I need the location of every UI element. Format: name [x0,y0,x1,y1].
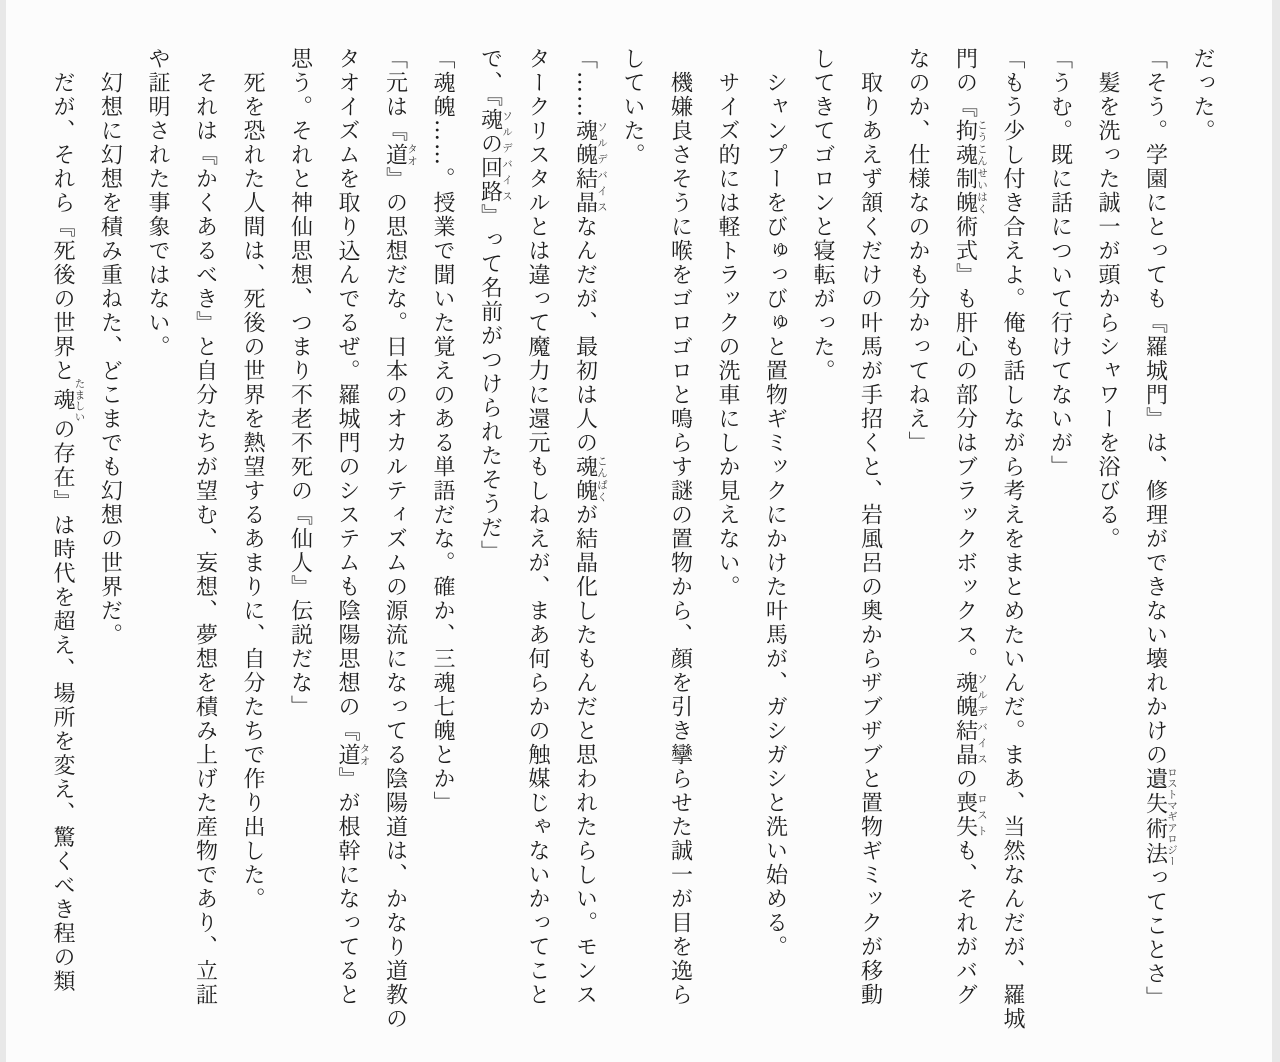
text-line-20: 思う。それと神仙思想、つまり不老不死の『仙人』伝説だな」 [287,47,313,719]
ruby-annotated-word: 魂たましい [50,378,86,423]
text-line-13: していた。 [620,47,645,167]
ruby-annotated-word: 道タオ [382,143,418,167]
ruby-annotated-word: 遺失術法ロストマギアロジー [1142,766,1178,867]
text-line-18: 「元は『道タオ』の思想だな。日本のオカルティズムの源流になってる陰陽道は、かなり道教の [382,47,418,1031]
page-edge-left [0,0,6,1062]
text-line-21: 死を恐れた人間は、死後の世界を熱望するあまりに、自分たちで作り出した。 [240,71,265,911]
text-line-7: なのか、仕様なのかも分かってねえ」 [905,47,930,455]
text-line-8: 取りあえず頷くだけの叶馬が手招くと、岩風呂の奥からザブザブと置物ギミックが移動 [857,71,883,1007]
page-edge-right [1272,0,1280,1062]
ruby-annotated-word: 喪失ロスト [952,791,988,839]
text-flow [39,0,1273,1062]
furigana: ロスト [976,791,988,839]
ruby-annotated-word: 魂魄結晶ソルデバイス [572,119,608,215]
text-line-22: それは『かくあるべき』と自分たちが望む、妄想、夢想を積み上げた産物であり、立証 [192,71,218,1007]
text-line-16: で、『魂の回路ソルデバイス』って名前がつけられたそうだ」 [477,47,513,564]
text-line-11: サイズ的には軽トラックの洗車にしか見えない。 [715,71,740,599]
ruby-annotated-word: 魂魄結晶ソルデバイス [952,671,988,767]
text-line-1: だった。 [1190,47,1215,143]
text-line-25: だが、それら『死後の世界と魂たましいの存在』は時代を超え、場所を変え、驚くべき程の類 [50,71,86,994]
text-line-19: タオイズムを取り込んでるぜ。羅城門のシステムも陰陽思想の『道タオ』が根幹になってると [335,47,371,1007]
text-line-3: 髪を洗った誠一が頭からシャワーを浴びる。 [1095,71,1120,551]
furigana: たましい [73,378,86,423]
furigana: ソルデバイス [501,108,513,204]
ruby-annotated-word: 魂魄こんぱく [572,455,608,503]
furigana: ソルデバイス [596,119,608,215]
text-line-5: 「もう少し付き合えよ。俺も話しながら考えをまとめたいんだ。まあ、当然なんだが、羅城 [1000,47,1025,1031]
text-line-14: 「……魂魄結晶ソルデバイスなんだが、最初は人の魂魄こんぱくが結晶化したもんだと思われたらしい。モンス [572,47,608,1007]
text-line-15: タークリスタルとは違って魔力に還元もしねえが、まあ何らかの触媒じゃないかってこと [525,47,550,1007]
furigana: こんぱく [596,455,608,503]
text-line-6: 門の『拘魂制魄こうこんせいはく術式』も肝心の部分はブラックボックス。魂魄結晶ソルデバイスの喪失ロストも、それがバグ [952,47,988,1007]
furigana: こうこんせいはく [976,119,988,215]
text-line-9: してきてゴロンと寝転がった。 [810,47,835,383]
text-line-17: 「魂魄……。授業で聞いた覚えのある単語だな。確か、三魂七魄とか」 [430,47,455,815]
furigana: ロストマギアロジー [1166,766,1178,867]
furigana: ソルデバイス [976,671,988,767]
text-line-24: 幻想に幻想を積み重ねた、どこまでも幻想の世界だ。 [97,71,123,647]
furigana: タオ [406,143,418,167]
furigana: タオ [358,743,371,767]
ruby-annotated-word: 拘魂制魄こうこんせいはく [952,119,988,215]
text-line-12: 機嫌良さそうに喉をゴロゴロと鳴らす謎の置物から、顔を引き攣らせた誠一が目を逸ら [667,71,693,1007]
text-line-2: 「そう。学園にとっても『羅城門』は、修理ができない壊れかけの遺失術法ロストマギアロジーってことさ」 [1142,47,1178,1010]
ruby-annotated-word: 魂の回路ソルデバイス [477,108,513,204]
text-line-4: 「うむ。既に話について行けてないが」 [1047,47,1073,479]
text-line-10: シャンプーをびゅっびゅと置物ギミックにかけた叶馬が、ガシガシと洗い始める。 [762,71,788,959]
ruby-annotated-word: 道タオ [335,743,371,767]
text-line-23: や証明された事象ではない。 [145,47,170,359]
